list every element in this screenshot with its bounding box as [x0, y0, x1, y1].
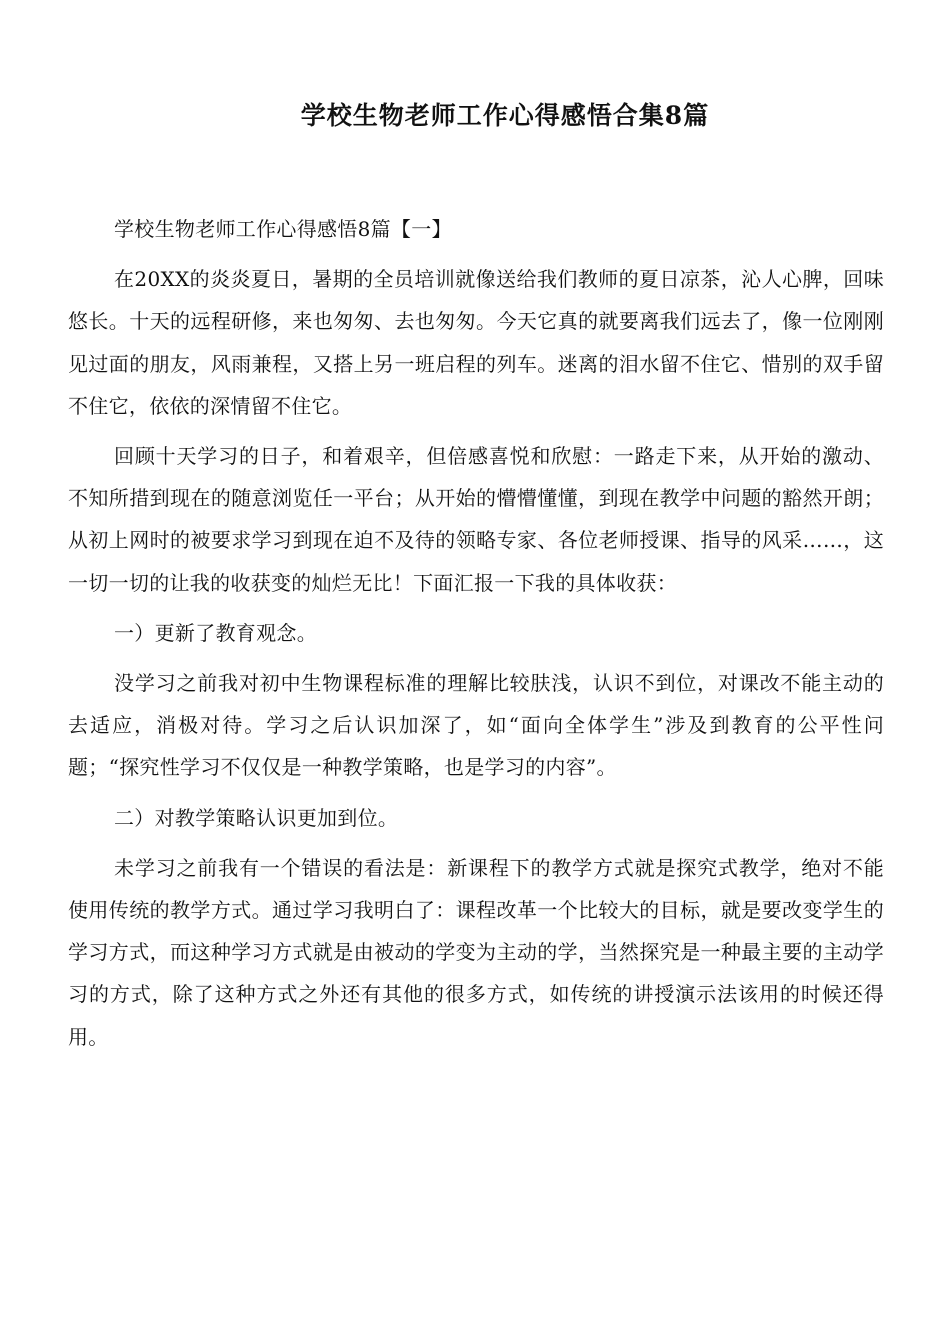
- section-heading: 学校生物老师工作心得感悟8篇【一】: [114, 217, 452, 241]
- body-paragraph: 回顾十天学习的日子，和着艰辛，但倍感喜悦和欣慰：一路走下来，从开始的激动、不知所措到现在的随意浏览任一平台；从开始的懵懵懂懂，到现在教学中问题的豁然开朗；从初上网时的被要求学习到现在迫不及待的领略专家、各位老师授课、指导的风采……，这一切一切的让我的收获变的灿烂无比！下面汇报一下我的具体收获：: [68, 444, 884, 595]
- subsection-heading: 一）更新了教育观念。: [114, 620, 317, 645]
- body-paragraph: 没学习之前我对初中生物课程标准的理解比较肤浅，认识不到位，对课改不能主动的去适应，消极对待。学习之后认识加深了，如“面向全体学生”涉及到教育的公平性问题；“探究性学习不仅仅是一种教学策略，也是学习的内容”。: [68, 671, 884, 780]
- document-title: 学校生物老师工作心得感悟合集8篇: [300, 101, 710, 130]
- body-paragraph: 未学习之前我有一个错误的看法是：新课程下的教学方式就是探究式教学，绝对不能使用传统的教学方式。通过学习我明白了：课程改革一个比较大的目标，就是要改变学生的学习方式，而这种学习方式就是由被动的学变为主动的学，当然探究是一种最主要的主动学习的方式，除了这种方式之外还有其他的很多方式，如传统的讲授演示法该用的时候还得用。: [68, 855, 884, 1049]
- subsection-heading: 二）对教学策略认识更加到位。: [114, 805, 399, 830]
- body-paragraph: 在20XX的炎炎夏日，暑期的全员培训就像送给我们教师的夏日凉茶，沁人心脾，回味悠长。十天的远程研修，来也匆匆、去也匆匆。今天它真的就要离我们远去了，像一位刚刚见过面的朋友，风雨兼程，又搭上另一班启程的列车。迷离的泪水留不住它、惜别的双手留不住它，依依的深情留不住它。: [68, 267, 884, 418]
- document-body: [68, 208, 884, 1066]
